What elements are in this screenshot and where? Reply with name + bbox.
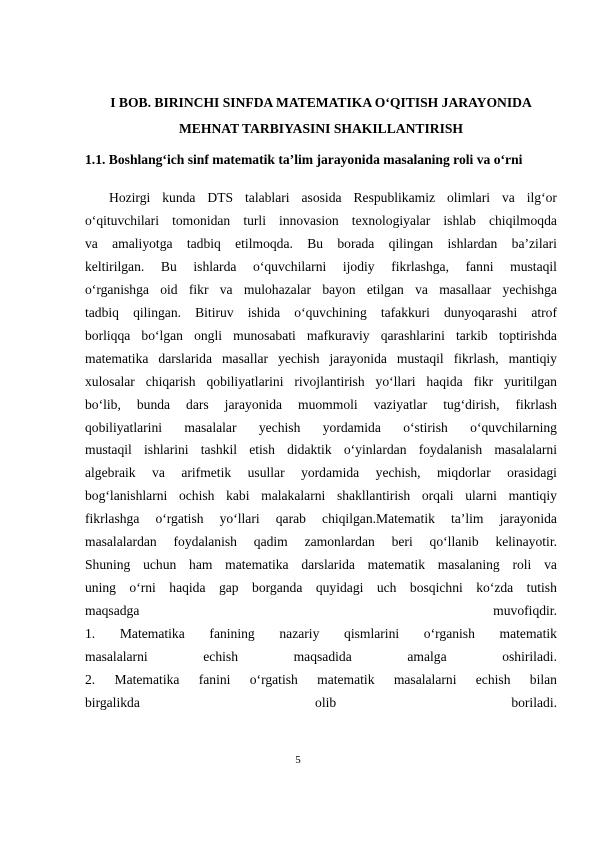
word: o‘quvchilarning xyxy=(470,419,557,435)
word: tomonidan xyxy=(172,212,231,228)
word: turli xyxy=(243,212,266,228)
word: ilg‘or xyxy=(526,190,557,205)
word: yordamida xyxy=(322,419,381,435)
word: matematik xyxy=(367,557,426,573)
word: fanini xyxy=(198,671,231,687)
word: tadbiq xyxy=(85,304,119,320)
word: Bu xyxy=(307,235,324,251)
body-line xyxy=(85,532,557,552)
word: fikrlashga xyxy=(85,511,140,527)
word: o‘rgatish xyxy=(155,511,204,527)
chapter-title-line-2: MEHNAT TARBIYASINI SHAKILLANTIRISH xyxy=(178,121,464,136)
word: mustaqil xyxy=(510,258,557,274)
body-line xyxy=(85,372,557,392)
word: 2. xyxy=(85,671,96,687)
word: mustaqil xyxy=(396,350,444,366)
word: etish xyxy=(249,442,275,458)
word: olimlari xyxy=(446,190,491,205)
word: bilan xyxy=(529,671,557,687)
word: qo‘llanib xyxy=(429,534,479,550)
word: masallar xyxy=(221,350,269,366)
word: gap xyxy=(218,580,239,596)
body-line xyxy=(85,601,557,621)
word: Hozirgi xyxy=(109,190,151,205)
body-line xyxy=(85,188,557,208)
word: ham xyxy=(189,557,213,573)
word: boriladi. xyxy=(511,694,557,710)
word: Bu xyxy=(160,258,177,274)
word: masalalarni xyxy=(393,671,457,687)
word: qarab xyxy=(275,511,306,527)
word: innovasion xyxy=(279,212,339,228)
chapter-title-line-1: I BOB. BIRINCHI SINFDA MATEMATIKA O‘QITISH JARAYONIDA xyxy=(110,95,532,110)
page-number: 5 xyxy=(295,754,301,766)
word: tashkil xyxy=(200,442,238,458)
word: kabi xyxy=(226,488,250,504)
word: ochish xyxy=(178,488,215,504)
word: ularni xyxy=(465,488,497,504)
word: yechish xyxy=(258,419,301,435)
word: yechish, xyxy=(375,465,421,481)
word: yordamida xyxy=(301,465,360,481)
word: qobiliyatlarini xyxy=(206,373,284,389)
word: uchun xyxy=(143,557,177,573)
word: mulohazalar xyxy=(243,281,312,297)
word: borganda xyxy=(252,580,303,596)
body-line xyxy=(85,418,557,438)
word: fikrlash, xyxy=(453,350,499,366)
word: o‘rganishga xyxy=(85,281,149,297)
word: mafkuraviy xyxy=(306,327,370,343)
body-line xyxy=(85,647,557,667)
word: masallaar xyxy=(439,281,492,297)
word: ishida xyxy=(247,304,281,320)
body-line xyxy=(85,234,557,254)
body-line xyxy=(85,349,557,369)
word: qadim xyxy=(253,534,288,550)
word: borada xyxy=(337,235,375,251)
word: Shuning xyxy=(85,557,131,573)
word: beri xyxy=(391,534,413,550)
word: qilingan xyxy=(388,235,434,251)
word: qismlarini xyxy=(344,626,400,642)
word: rivojlantirish xyxy=(294,373,365,389)
body-line xyxy=(85,555,557,575)
word: va xyxy=(152,465,165,481)
word: ongli xyxy=(194,327,223,343)
word: yuritilgan xyxy=(504,373,557,389)
body-line xyxy=(85,326,557,346)
word: fikr xyxy=(188,281,209,297)
word: chiqarish xyxy=(145,373,196,389)
word: orasidagi xyxy=(507,465,557,481)
word: haqida xyxy=(169,580,206,596)
word: qobiliyatlarini xyxy=(85,419,163,435)
word: Bitiruv xyxy=(195,304,234,320)
word: maqsadga xyxy=(85,603,140,619)
word: darslarida xyxy=(301,557,355,573)
word: o‘quvchilarni xyxy=(253,258,327,274)
word: vaziyatlar xyxy=(373,396,428,412)
word: va xyxy=(544,557,557,573)
word: Respublikamiz xyxy=(353,190,436,205)
word: xulosalar xyxy=(85,373,135,389)
word: chiqilgan.Matematik xyxy=(322,511,435,527)
word: bog‘lanishlarni xyxy=(85,488,168,504)
word: fikrlash xyxy=(515,396,557,412)
word: va xyxy=(85,235,98,251)
word: dars xyxy=(186,396,209,412)
word: bo‘lib, xyxy=(85,396,121,412)
word: o‘stirish xyxy=(403,419,448,435)
word: ishlardan xyxy=(447,235,498,251)
word: bosqichni xyxy=(409,580,463,596)
word: echish xyxy=(475,671,511,687)
word: ishlarda xyxy=(193,258,237,274)
word: miqdorlar xyxy=(437,465,491,481)
word: o‘quvchining xyxy=(294,304,367,320)
word: etilgan xyxy=(366,281,404,297)
body-line xyxy=(85,440,557,460)
word: dunyoqarashi xyxy=(444,304,518,320)
word: masalalar xyxy=(184,419,237,435)
body-line xyxy=(85,693,557,713)
word: mantiqiy xyxy=(508,350,557,366)
word: tadbiq xyxy=(186,235,221,251)
word: uch xyxy=(376,580,397,596)
section-title: 1.1. Boshlang‘ich sinf matematik ta’lim jarayonida masalaning roli va o‘rni xyxy=(85,152,523,167)
word: masalalardan xyxy=(85,534,157,550)
word: jarayonida xyxy=(224,396,283,412)
word: oid xyxy=(160,281,178,297)
word: o‘rni xyxy=(129,580,156,596)
word: fikrlashga, xyxy=(391,258,449,274)
word: o‘qituvchilari xyxy=(85,212,159,228)
word: talablari xyxy=(245,190,290,205)
word: tafakkuri xyxy=(380,304,430,320)
word: texnologiyalar xyxy=(351,212,431,228)
word: ijodiy xyxy=(342,258,375,274)
word: mustaqil xyxy=(85,442,132,458)
word: fikr xyxy=(473,373,494,389)
word: quyidagi xyxy=(315,580,364,596)
word: amalga xyxy=(407,649,447,664)
body-line xyxy=(85,670,557,690)
word: Matematika xyxy=(119,626,185,642)
word: algebraik xyxy=(85,465,136,481)
word: orqali xyxy=(421,488,454,504)
word: ishlab xyxy=(443,212,476,228)
word: uning xyxy=(85,580,116,596)
word: olib xyxy=(315,694,337,710)
word: yo‘llari xyxy=(375,373,416,389)
word: chiqilmoqda xyxy=(488,212,557,228)
word: matematika xyxy=(85,350,149,366)
word: foydalanish xyxy=(173,534,237,550)
word: borliqqa xyxy=(85,327,131,343)
word: jarayonida xyxy=(499,511,557,527)
word: fanni xyxy=(465,258,494,274)
word: shakllantirish xyxy=(336,488,411,504)
word: masalalarni xyxy=(85,649,148,664)
body-line xyxy=(85,509,557,529)
word: tutish xyxy=(526,580,557,596)
word: yechishga xyxy=(502,281,557,297)
body-line xyxy=(85,280,557,300)
word: 1. xyxy=(85,626,96,642)
body-line xyxy=(85,624,557,644)
word: asosida xyxy=(301,190,342,205)
word: va xyxy=(501,190,515,205)
word: ko‘zda xyxy=(476,580,514,596)
word: o‘rganish xyxy=(423,626,475,642)
word: qilingan. xyxy=(133,304,182,320)
word: haqida xyxy=(426,373,463,389)
body-line xyxy=(85,211,557,231)
word: bayon xyxy=(322,281,356,297)
word: va xyxy=(219,281,233,297)
word: o‘rgatish xyxy=(249,671,298,687)
word: matematik xyxy=(317,671,375,687)
word: nazariy xyxy=(279,626,320,642)
word: ba’zilari xyxy=(511,235,557,251)
word: echish xyxy=(203,649,238,664)
word: atrof xyxy=(531,304,557,320)
body-line xyxy=(85,395,557,415)
word: bunda xyxy=(136,396,171,412)
word: birgalikda xyxy=(85,694,140,710)
word: roli xyxy=(512,557,532,573)
word: mantiqiy xyxy=(508,488,557,504)
word: matematika xyxy=(225,557,289,573)
word: o‘yinlardan xyxy=(343,442,407,458)
word: etilmoqda. xyxy=(235,235,293,251)
word: arifmetik xyxy=(181,465,232,481)
word: jarayonida xyxy=(329,350,387,366)
word: darslarida xyxy=(158,350,212,366)
body-line xyxy=(85,578,557,598)
word: masalalarni xyxy=(494,442,557,458)
word: muvofiqdir. xyxy=(493,603,557,619)
word: maqsadida xyxy=(293,649,352,664)
word: muommoli xyxy=(298,396,358,412)
word: malakalarni xyxy=(261,488,326,504)
word: masalaning xyxy=(437,557,500,573)
word: DTS xyxy=(207,190,234,205)
word: qarashlarini xyxy=(380,327,445,343)
body-line xyxy=(85,486,557,506)
word: yo‘llari xyxy=(219,511,260,527)
word: tarkib xyxy=(455,327,488,343)
word: yechish xyxy=(278,350,320,366)
word: matematik xyxy=(499,626,557,642)
word: ishlarini xyxy=(144,442,189,458)
word: va xyxy=(415,281,428,297)
word: toptirishda xyxy=(498,327,557,343)
body-line xyxy=(85,257,557,277)
word: keltirilgan. xyxy=(85,258,145,274)
body-line xyxy=(85,303,557,323)
word: munosabati xyxy=(233,327,296,343)
word: ta’lim xyxy=(451,511,484,527)
word: didaktik xyxy=(287,442,332,458)
word: kunda xyxy=(162,190,196,205)
word: tug‘dirish, xyxy=(443,396,500,412)
word: foydalanish xyxy=(418,442,483,458)
word: Matematika xyxy=(114,671,180,687)
word: kelinayotir. xyxy=(495,534,557,550)
word: usullar xyxy=(247,465,285,481)
word: fanining xyxy=(209,626,255,642)
word: bo‘lgan xyxy=(141,327,183,343)
word: amaliyotga xyxy=(112,235,173,251)
word: zamonlardan xyxy=(304,534,375,550)
word: oshiriladi. xyxy=(502,649,557,664)
body-line xyxy=(85,463,557,483)
